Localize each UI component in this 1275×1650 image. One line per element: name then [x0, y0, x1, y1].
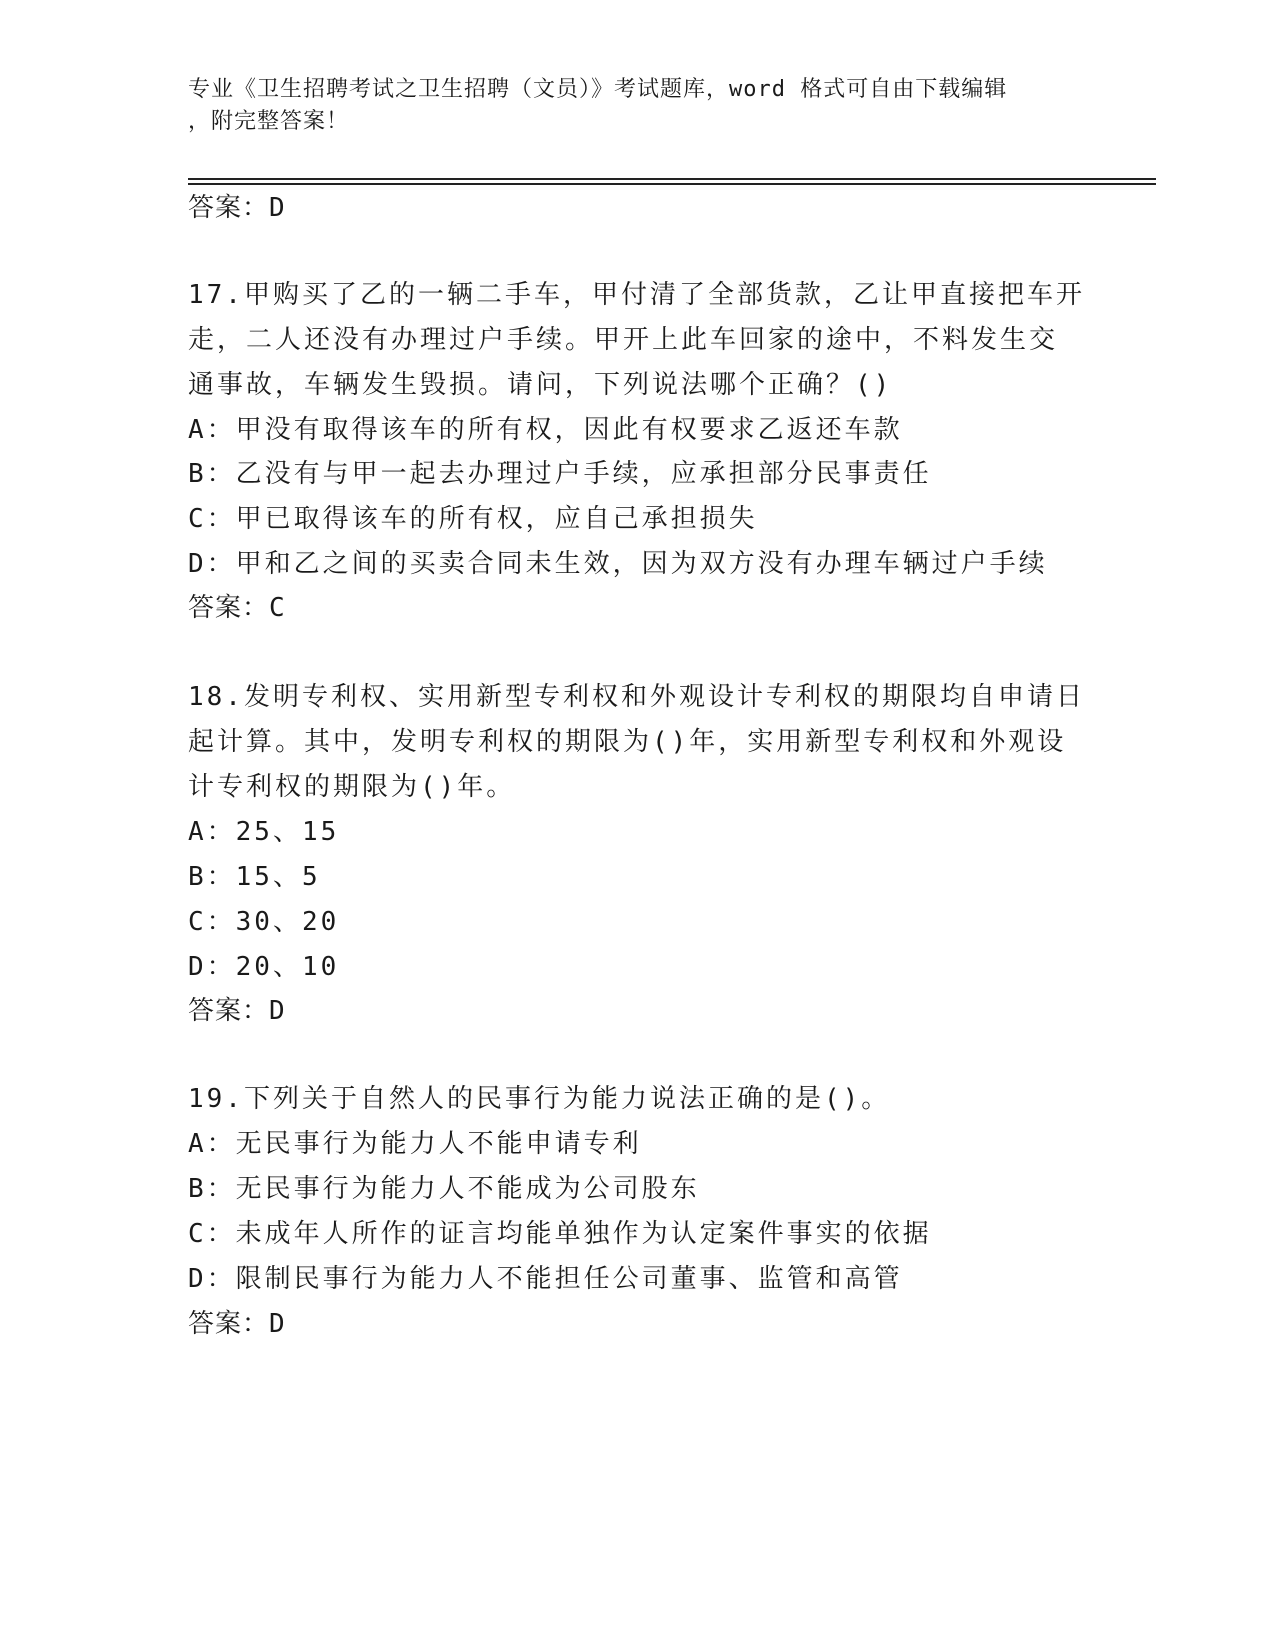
question-18-option-d: D：20、10: [188, 952, 340, 982]
question-18-stem-line-3: 计专利权的期限为()年。: [188, 772, 516, 802]
question-17-answer: 答案：C: [188, 593, 286, 623]
header-line-1: 专业《卫生招聘考试之卫生招聘（文员）》考试题库，word 格式可自由下载编辑: [188, 77, 1008, 102]
question-18-stem-line-1: 18.发明专利权、实用新型专利权和外观设计专利权的期限均自申请日: [188, 682, 1085, 712]
header-line-2: ，附完整答案！: [188, 109, 350, 134]
document-header: [188, 74, 1068, 138]
question-18-stem-line-2: 起计算。其中，发明专利权的期限为()年，实用新型专利权和外观设: [188, 727, 1067, 757]
question-18-option-a: A：25、15: [188, 817, 340, 847]
question-17-option-d: D：甲和乙之间的买卖合同未生效，因为双方没有办理车辆过户手续: [188, 549, 1048, 579]
question-19-option-a: A：无民事行为能力人不能申请专利: [188, 1129, 642, 1159]
question-18-option-c: C：30、20: [188, 907, 340, 937]
question-17-stem-line-3: 通事故，车辆发生毁损。请问，下列说法哪个正确？(): [188, 370, 893, 400]
question-19-answer: 答案：D: [188, 1309, 286, 1339]
question-19-option-d: D：限制民事行为能力人不能担任公司董事、监管和高管: [188, 1264, 903, 1294]
question-19-option-b: B：无民事行为能力人不能成为公司股东: [188, 1174, 700, 1204]
question-18-answer: 答案：D: [188, 996, 286, 1026]
header-divider-bottom: [188, 183, 1156, 185]
question-17-option-c: C：甲已取得该车的所有权，应自己承担损失: [188, 504, 758, 534]
question-17-stem-line-1: 17.甲购买了乙的一辆二手车，甲付清了全部货款，乙让甲直接把车开: [188, 280, 1085, 310]
question-17-option-b: B：乙没有与甲一起去办理过户手续，应承担部分民事责任: [188, 459, 932, 489]
question-17-option-a: A：甲没有取得该车的所有权，因此有权要求乙返还车款: [188, 415, 903, 445]
question-19-option-c: C：未成年人所作的证言均能单独作为认定案件事实的依据: [188, 1219, 932, 1249]
question-19-stem-line-1: 19.下列关于自然人的民事行为能力说法正确的是()。: [188, 1084, 891, 1114]
question-18-option-b: B：15、5: [188, 862, 321, 892]
question-17-stem-line-2: 走，二人还没有办理过户手续。甲开上此车回家的途中，不料发生交: [188, 325, 1059, 355]
answer-16: 答案：D: [188, 193, 286, 223]
header-divider-top: [188, 178, 1156, 180]
